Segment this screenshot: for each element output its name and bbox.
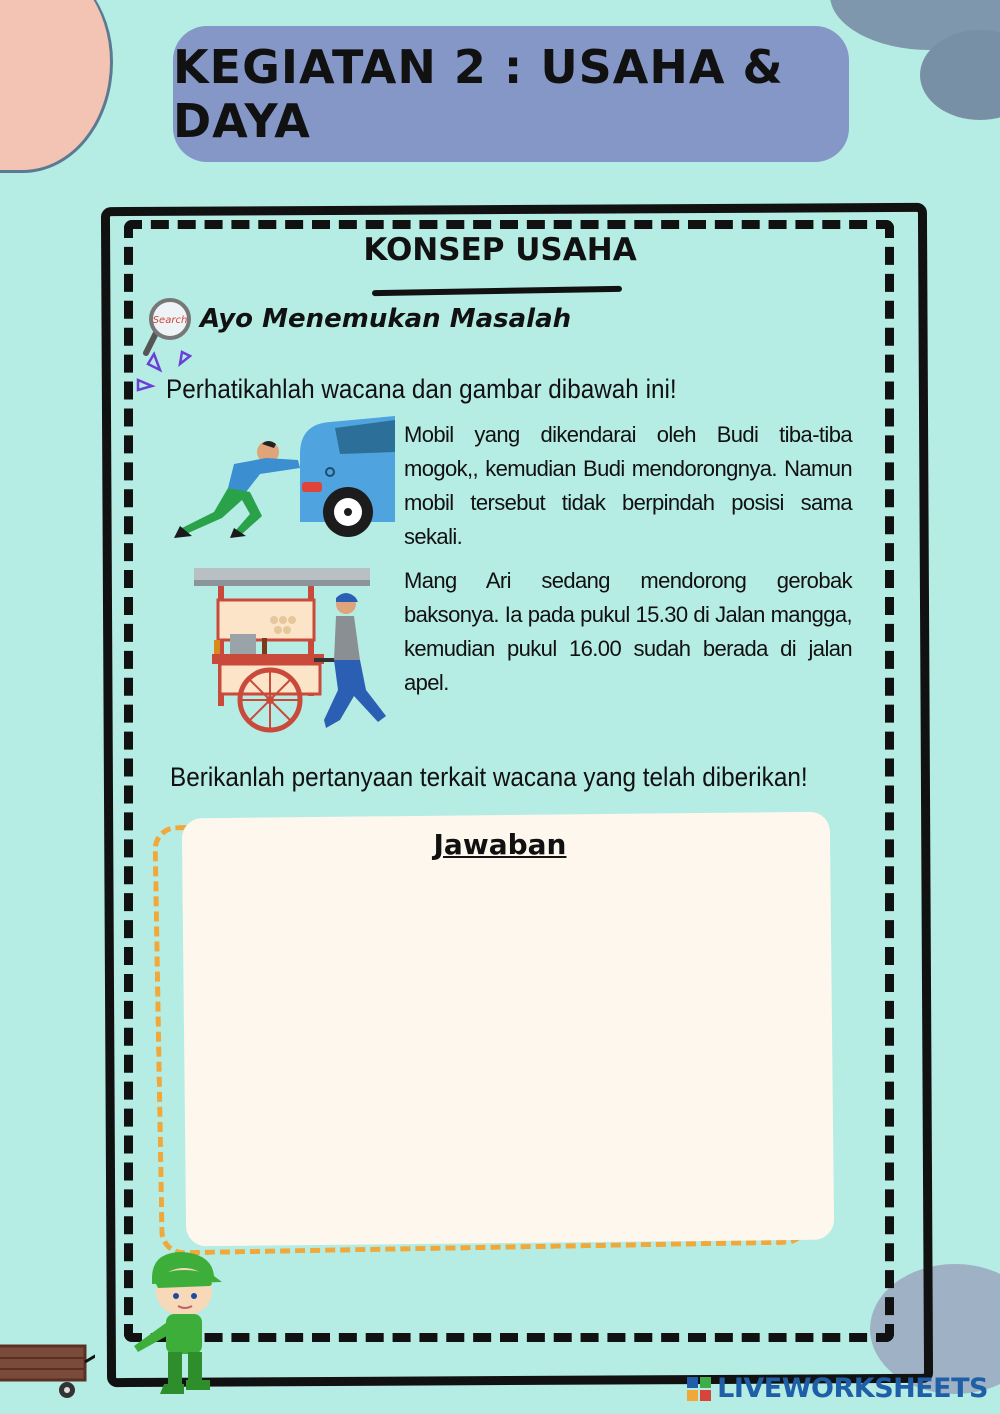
section-title: KONSEP USAHA <box>363 232 637 268</box>
wagon-illustration <box>0 1342 95 1402</box>
man-pushing-car-illustration <box>170 414 395 539</box>
answer-input-box[interactable] <box>182 812 834 1247</box>
liveworksheets-brand[interactable] <box>687 1373 988 1404</box>
question-prompt: Berikanlah pertanyaan terkait wacana yang telah diberikan! <box>170 762 808 792</box>
brand-text: LIVEWORKSHEETS <box>717 1373 988 1404</box>
story-cart-text: Mang Ari sedang mendorong gerobak baksonya. Ia pada pukul 15.30 di Jalan mangga, kemudian pukul 16.00 sudah berada di jalan apel. <box>404 568 852 695</box>
boy-pulling-wagon-illustration <box>130 1248 230 1403</box>
story-car-text: Mobil yang dikendarai oleh Budi tiba-tiba mogok,, kemudian Budi mendorongnya. Namun mobil tersebut tidak berpindah posisi sama sekali. <box>404 422 852 549</box>
subheading: Ayo Menemukan Masalah <box>200 304 572 334</box>
page-title: KEGIATAN 2 : USAHA & DAYA <box>173 40 784 148</box>
search-icon <box>140 297 196 357</box>
instruction-text: Perhatikahlah wacana dan gambar dibawah ini! <box>166 374 677 404</box>
decorative-blob-top-left <box>0 0 113 173</box>
man-pushing-meatball-cart-illustration <box>190 560 395 740</box>
liveworksheets-logo-icon <box>687 1377 711 1401</box>
search-icon-text: Search <box>152 315 188 326</box>
answer-heading: Jawaban <box>433 828 567 861</box>
title-banner <box>173 26 849 162</box>
